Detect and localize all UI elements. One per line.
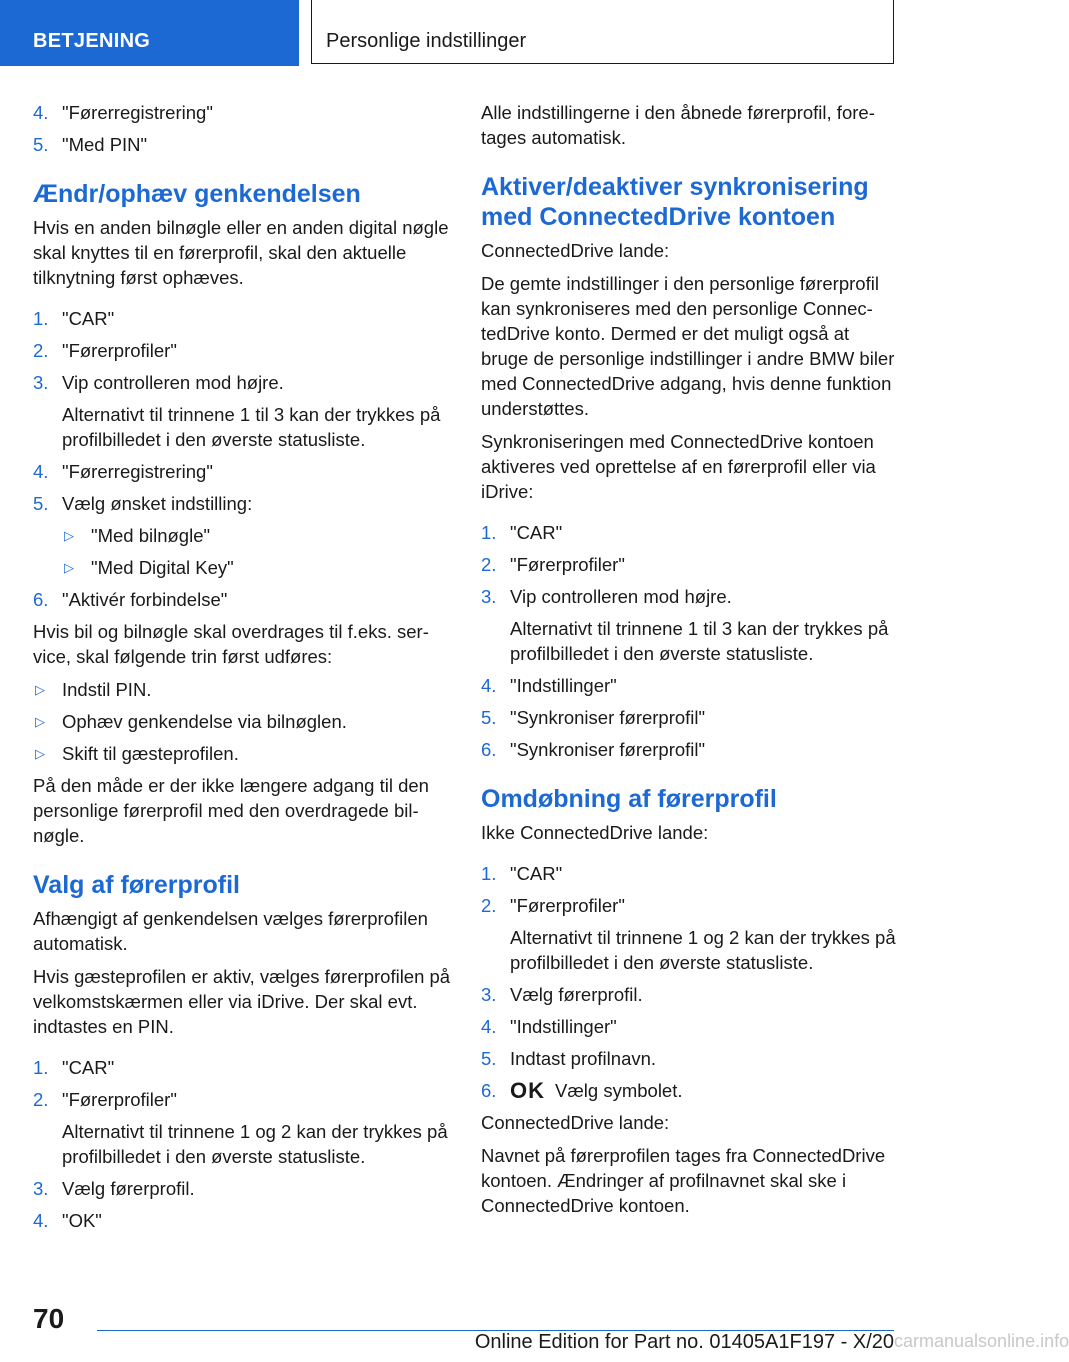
step-text: Vælg førerprofil. <box>62 1178 195 1199</box>
option-item <box>62 555 451 580</box>
step-number: 3. <box>481 586 497 607</box>
step-text: "Indstillinger" <box>510 1016 617 1037</box>
list-item <box>33 306 451 331</box>
step-text: Vip controlleren mod højre. <box>510 586 732 607</box>
step-number: 4. <box>481 1016 497 1037</box>
heading-rename: Omdøbning af førerprofil <box>481 785 777 813</box>
step-number: 6. <box>481 739 497 760</box>
list-item <box>481 893 901 918</box>
section-title: BETJENING <box>33 30 151 52</box>
heading-change-recognition: Ændr/ophæv genkendelsen <box>33 180 361 208</box>
list-item <box>33 370 451 395</box>
chapter-title: Personlige indstillinger <box>326 30 527 52</box>
step-text: "Førerprofiler" <box>510 554 625 575</box>
step-number: 4. <box>33 102 49 123</box>
paragraph: De gemte indstillinger i den personlige førerprofil kan synkroniseres med den personlige ConnectedDrive konto. Dermed er det muligt også at bruge de personlige indstillinger i andre BMW biler med ConnectedDrive adgang, hvis denne funktion understøttes. <box>481 273 895 419</box>
paragraph: Hvis gæsteprofilen er aktiv, vælges førerprofilen på velkomstskærmen eller via iDrive. Der skal evt. indtastes en PIN. <box>33 966 451 1037</box>
paragraph: ConnectedDrive lande: <box>481 240 670 261</box>
ok-symbol-icon: OK <box>510 1078 545 1103</box>
paragraph: Navnet på førerprofilen tages fra ConnectedDrive kontoen. Ændringer af profilnavnet skal ske i ConnectedDrive kontoen. <box>481 1145 886 1216</box>
step-text: "CAR" <box>62 1057 115 1078</box>
triangle-bullet-icon: ▷ <box>64 560 74 575</box>
triangle-bullet-icon: ▷ <box>35 714 45 729</box>
step-continuation: Alternativt til trinnene 1 til 3 kan der trykkes på profilbilledet i den øverste statusliste. <box>62 404 441 450</box>
step-text: Vælg ønsket indstilling: <box>62 493 253 514</box>
step-text: "Førerregistrering" <box>62 102 213 123</box>
watermark: carmanualsonline.info <box>894 1331 1069 1351</box>
bullet-item <box>33 677 451 702</box>
step-text: "Førerprofiler" <box>62 1089 177 1110</box>
step-number: 5. <box>33 134 49 155</box>
heading-sync: Aktiver/deaktiver synkronisering med ConnectedDrive kontoen <box>481 173 869 231</box>
step-number: 4. <box>481 675 497 696</box>
bullet-item <box>33 741 451 766</box>
step-number: 1. <box>33 1057 49 1078</box>
list-item <box>481 552 901 577</box>
step-continuation: Alternativt til trinnene 1 til 3 kan der trykkes på profilbilledet i den øverste statusliste. <box>510 618 889 664</box>
paragraph: Synkroniseringen med ConnectedDrive kontoen aktiveres ved oprettelse af en førerprofil eller via iDrive: <box>481 431 876 502</box>
option-text: "Med bilnøgle" <box>91 525 211 546</box>
step-number: 2. <box>33 1089 49 1110</box>
step-text: "Aktivér forbindelse" <box>62 589 228 610</box>
list-item <box>481 705 901 730</box>
step-number: 6. <box>33 589 49 610</box>
triangle-bullet-icon: ▷ <box>35 682 45 697</box>
step-number: 3. <box>481 984 497 1005</box>
step-text: "Synkroniser førerprofil" <box>510 739 706 760</box>
list-item <box>481 982 901 1007</box>
list-item <box>33 100 451 125</box>
bullet-text: Ophæv genkendelse via bilnøglen. <box>62 711 347 732</box>
paragraph: Afhængigt af genkendelsen vælges førerprofilen automatisk. <box>33 908 428 954</box>
list-item <box>481 737 901 762</box>
step-number: 4. <box>33 1210 49 1231</box>
step-text: "Førerprofiler" <box>62 340 177 361</box>
step-number: 1. <box>481 863 497 884</box>
step-number: 2. <box>481 895 497 916</box>
step-text: Indtast profilnavn. <box>510 1048 657 1069</box>
step-number: 4. <box>33 461 49 482</box>
bullet-text: Skift til gæsteprofilen. <box>62 743 239 764</box>
step-text: "Førerprofiler" <box>510 895 625 916</box>
list-item <box>33 132 451 157</box>
step-text: "Synkroniser førerprofil" <box>510 707 706 728</box>
triangle-bullet-icon: ▷ <box>35 746 45 761</box>
page-number: 70 <box>33 1303 65 1334</box>
step-number: 5. <box>33 493 49 514</box>
paragraph: Hvis bil og bilnøgle skal overdrages til f.eks. service, skal følgende trin først udføres: <box>33 621 429 667</box>
paragraph: Ikke ConnectedDrive lande: <box>481 822 709 843</box>
section-tab <box>0 0 299 66</box>
step-text: "Indstillinger" <box>510 675 617 696</box>
list-item <box>33 491 451 516</box>
step-number: 6. <box>481 1080 497 1101</box>
bullet-item <box>33 709 451 734</box>
list-item <box>33 338 451 363</box>
paragraph: Hvis en anden bilnøgle eller en anden digital nøgle skal knyttes til en førerprofil, skal den aktuelle tilknytning først ophæves. <box>33 217 449 288</box>
step-text: "Med PIN" <box>62 134 148 155</box>
paragraph: ConnectedDrive lande: <box>481 1112 670 1133</box>
list-item <box>33 587 451 612</box>
step-text: "CAR" <box>510 522 563 543</box>
step-text: Vip controlleren mod højre. <box>62 372 284 393</box>
step-number: 1. <box>33 308 49 329</box>
paragraph: På den måde er der ikke længere adgang til den personlige førerprofil med den overdragede bilnøgle. <box>33 775 429 846</box>
list-item <box>481 1078 901 1103</box>
list-item <box>33 1055 451 1080</box>
left-column <box>33 100 451 1240</box>
step-number: 2. <box>33 340 49 361</box>
option-item <box>62 523 451 548</box>
step-number: 3. <box>33 372 49 393</box>
step-text: Vælg førerprofil. <box>510 984 643 1005</box>
list-item <box>481 584 901 609</box>
step-number: 3. <box>33 1178 49 1199</box>
paragraph: Alle indstillingerne i den åbnede førerprofil, foretages automatisk. <box>481 102 875 148</box>
list-item <box>33 1087 451 1112</box>
step-number: 1. <box>481 522 497 543</box>
list-item <box>481 673 901 698</box>
list-item <box>33 1176 451 1201</box>
step-number: 2. <box>481 554 497 575</box>
step-text: "CAR" <box>62 308 115 329</box>
step-text: "CAR" <box>510 863 563 884</box>
list-item <box>481 520 901 545</box>
step-text: Vælg symbolet. <box>555 1080 683 1101</box>
step-number: 5. <box>481 1048 497 1069</box>
right-column <box>481 100 901 1226</box>
edition-note: Online Edition for Part no. 01405A1F197 - X/20 <box>474 1331 894 1353</box>
triangle-bullet-icon: ▷ <box>64 528 74 543</box>
list-item <box>33 1208 451 1233</box>
bullet-text: Indstil PIN. <box>62 679 152 700</box>
step-number: 5. <box>481 707 497 728</box>
chapter-tab <box>311 0 894 64</box>
list-item <box>481 1046 901 1071</box>
list-item <box>481 1014 901 1039</box>
option-text: "Med Digital Key" <box>91 557 234 578</box>
step-text: "OK" <box>62 1210 102 1231</box>
heading-select-profile: Valg af førerprofil <box>33 871 240 899</box>
list-item <box>481 861 901 886</box>
step-text: "Førerregistrering" <box>62 461 213 482</box>
step-continuation: Alternativt til trinnene 1 og 2 kan der trykkes på profilbilledet i den øverste statusliste. <box>510 927 896 973</box>
list-item <box>33 459 451 484</box>
step-continuation: Alternativt til trinnene 1 og 2 kan der trykkes på profilbilledet i den øverste statusliste. <box>62 1121 448 1167</box>
